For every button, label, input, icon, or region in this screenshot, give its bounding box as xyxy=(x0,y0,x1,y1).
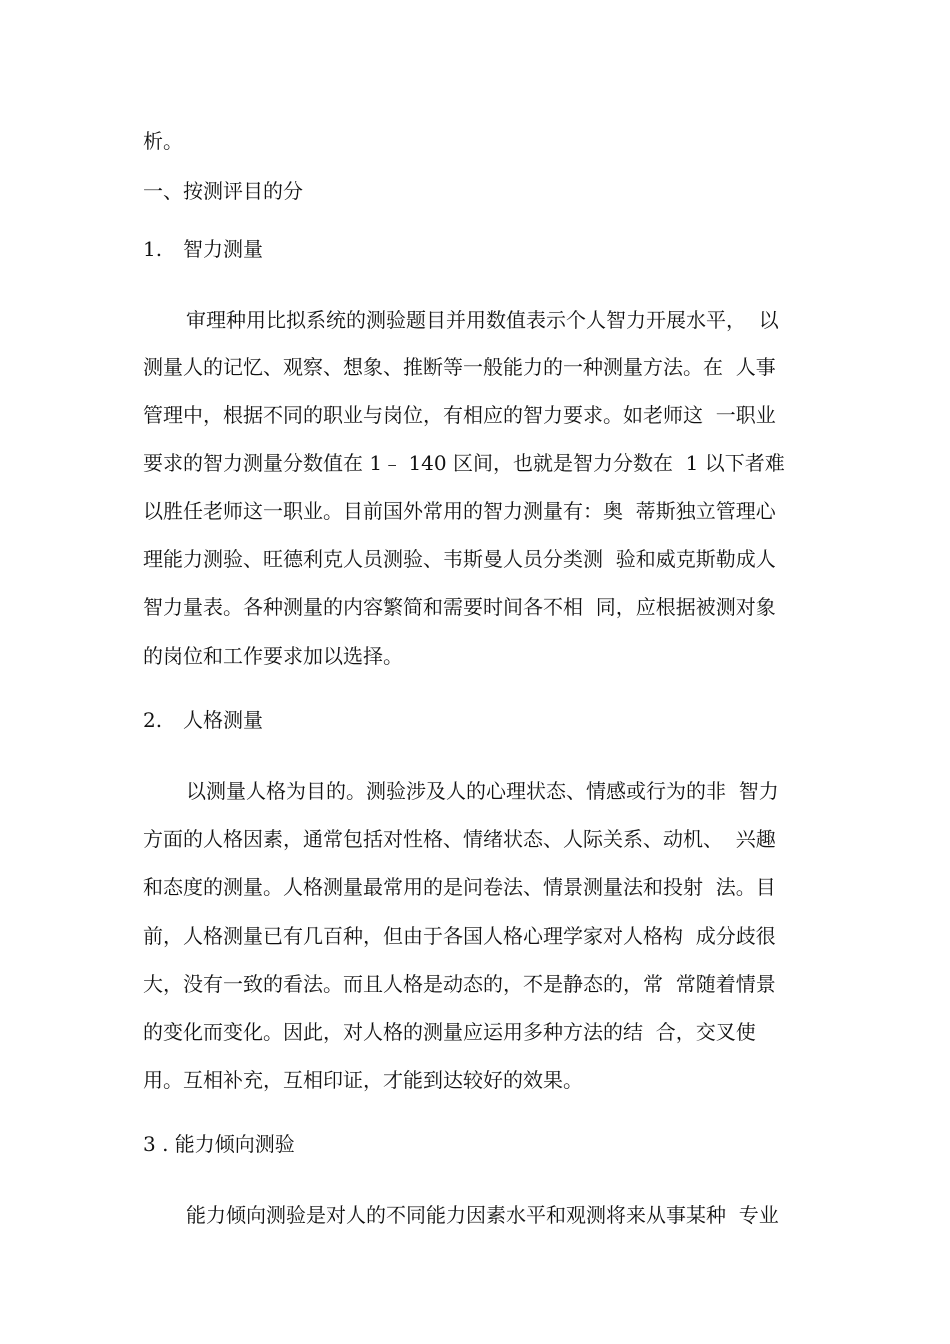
paragraph-line: 用。互相补充，互相印证，才能到达较好的效果。 xyxy=(143,1068,583,1092)
paragraph-line: 和态度的测量。人格测量最常用的是问卷法、情景测量法和投射 法。目 xyxy=(143,875,776,899)
subheading-number: 2. xyxy=(143,708,163,732)
paragraph-line: 审理种用比拟系统的测验题目并用数值表示个人智力开展水平， 以 xyxy=(186,308,779,332)
paragraph-line: 测量人的记忆、观察、想象、推断等一般能力的一种测量方法。在 人事 xyxy=(143,355,776,379)
paragraph-line: 的变化而变化。因此，对人格的测量应运用多种方法的结 合，交叉使 xyxy=(143,1020,756,1044)
paragraph-line: 管理中，根据不同的职业与岗位，有相应的智力要求。如老师这 一职业 xyxy=(143,403,776,427)
paragraph-line: 要求的智力测量分数值在 1﹣ 140 区间，也就是智力分数在 1 以下者难 xyxy=(143,451,785,475)
subheading-aptitude: 3 . 能力倾向测验 xyxy=(143,1132,295,1156)
subheading-title: 人格测量 xyxy=(183,708,263,732)
paragraph-line: 方面的人格因素，通常包括对性格、情绪状态、人际关系、动机、 兴趣 xyxy=(143,827,776,851)
subheading-number: 1. xyxy=(143,237,163,261)
paragraph-line: 以测量人格为目的。测验涉及人的心理状态、情感或行为的非 智力 xyxy=(186,779,779,803)
paragraph-line: 以胜任老师这一职业。目前国外常用的智力测量有：奥 蒂斯独立管理心 xyxy=(143,499,776,523)
paragraph-line: 大，没有一致的看法。而且人格是动态的，不是静态的，常 常随着情景 xyxy=(143,972,776,996)
paragraph-line: 能力倾向测验是对人的不同能力因素水平和观测将来从事某种 专业 xyxy=(186,1203,779,1227)
subheading-personality xyxy=(143,706,263,734)
paragraph-line: 智力量表。各种测量的内容繁简和需要时间各不相 同，应根据被测对象 xyxy=(143,595,776,619)
paragraph-line: 前，人格测量已有几百种，但由于各国人格心理学家对人格构 成分歧很 xyxy=(143,924,776,948)
subheading-intelligence xyxy=(143,235,263,263)
paragraph-line: 的岗位和工作要求加以选择。 xyxy=(143,644,403,668)
section-heading: 一、按测评目的分 xyxy=(143,179,303,203)
paragraph-line: 理能力测验、旺德利克人员测验、韦斯曼人员分类测 验和威克斯勒成人 xyxy=(143,547,776,571)
fragment-text: 析。 xyxy=(143,129,183,153)
subheading-title: 智力测量 xyxy=(183,237,263,261)
